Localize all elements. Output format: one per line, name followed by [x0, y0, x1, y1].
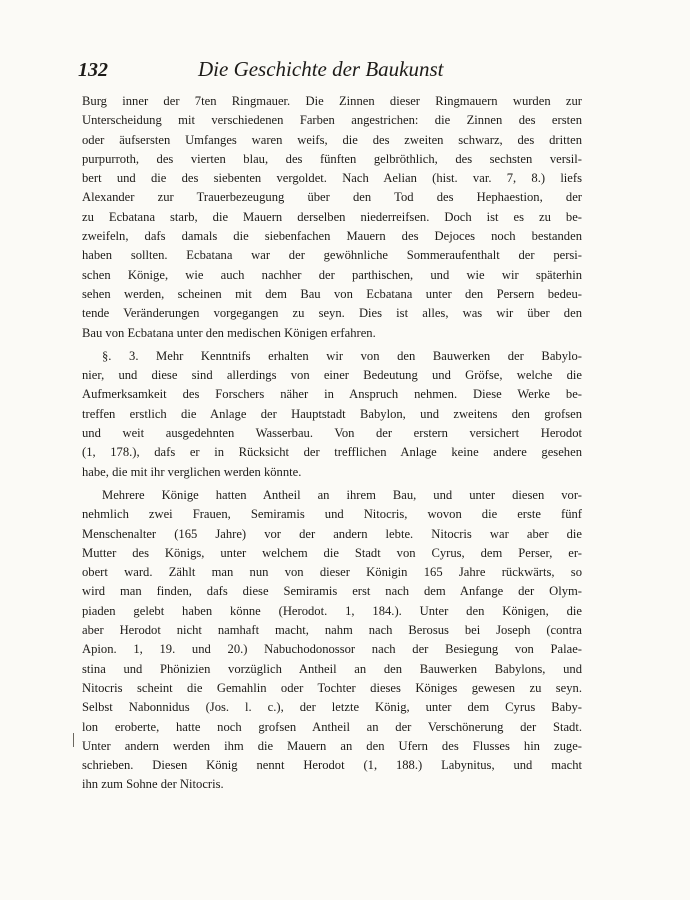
- text-line: Menschenalter (165 Jahre) vor der andern lebte. Nitocris war aber die: [82, 526, 582, 541]
- body-text: [82, 92, 582, 795]
- text-line: oder äufsersten Umfanges waren weifs, die des zweiten schwarz, des dritten: [82, 132, 582, 147]
- text-line: haben sollten. Ecbatana war der gewöhnliche Sommeraufenthalt der persi-: [82, 248, 582, 263]
- text-line: Mehrere Könige hatten Antheil an ihrem Bau, und unter diesen vor-: [102, 487, 582, 502]
- text-line: habe, die mit ihr verglichen werden könnte.: [82, 464, 302, 479]
- text-line: Bau von Ecbatana unter den medischen Königen erfahren.: [82, 325, 376, 340]
- text-line: stina und Phönizien vorzüglich Antheil an den Bauwerken Babylons, und: [82, 661, 582, 676]
- text-line: Apion. 1, 19. und 20.) Nabuchodonossor nach der Besiegung von Palae-: [82, 642, 582, 657]
- page-header: [78, 57, 603, 87]
- text-line: obert ward. Zählt man nun von dieser Königin 165 Jahre rückwärts, so: [82, 565, 582, 580]
- text-line: Selbst Nabonnidus (Jos. l. c.), der letzte König, unter dem Cyrus Baby-: [82, 700, 582, 715]
- text-line: Burg inner der 7ten Ringmauer. Die Zinnen dieser Ringmauern wurden zur: [82, 94, 582, 108]
- text-line: schen Könige, wie auch nachher der parthischen, und wie wir späterhin: [82, 267, 582, 282]
- text-line: piaden gelebt haben könne (Herodot. 1, 184.). Unter den Königen, die: [82, 603, 582, 618]
- paragraph-section-3: [82, 347, 582, 482]
- text-line: Aufmerksamkeit des Forschers näher in Anspruch nehmen. Diese Werke be-: [82, 387, 582, 402]
- text-line: purpurroth, des vierten blau, des fünften gelbröthlich, des sechsten versil-: [82, 151, 582, 166]
- text-line: bert und die des siebenten vergoldet. Nach Aelian (hist. var. 7, 8.) liefs: [82, 171, 582, 186]
- text-line: Unterscheidung mit verschiedenen Farben angestrichen: die Zinnen des ersten: [82, 113, 582, 128]
- text-line: Unter andern werden ihm die Mauern an den Ufern des Flusses hin zuge-: [82, 738, 582, 753]
- text-line: treffen erstlich die Anlage der Hauptstadt Babylon, und zweitens den grofsen: [82, 406, 582, 421]
- running-title: Die Geschichte der Baukunst: [198, 57, 444, 81]
- text-line: zu Ecbatana starb, die Mauern derselben niederreifsen. Doch ist es zu be-: [82, 209, 582, 224]
- text-line: nier, und diese sind allerdings von einer Bedeutung und Gröfse, welche die: [82, 368, 582, 383]
- text-line: sehen werden, scheinen mit dem Bau von Ecbatana unter den Persern bedeu-: [82, 286, 582, 301]
- text-line: ihn zum Sohne der Nitocris.: [82, 777, 224, 792]
- text-line: §. 3. Mehr Kenntnifs erhalten wir von den Bauwerken der Babylo-: [102, 348, 582, 363]
- text-line: lon eroberte, hatte noch grofsen Antheil an der Verschönerung der Stadt.: [82, 719, 582, 734]
- paragraph-koenige: [82, 486, 582, 795]
- text-line: tende Veränderungen vorgegangen zu seyn. Dies ist alles, was wir über den: [82, 306, 582, 321]
- text-line: schrieben. Diesen König nennt Herodot (1, 188.) Labynitus, und macht: [82, 758, 582, 773]
- page-number: 132: [78, 59, 108, 81]
- margin-mark: [73, 733, 74, 747]
- text-line: (1, 178.), dafs er in Rücksicht der trefflichen Anlage keine andere gesehen: [82, 445, 582, 460]
- paragraph-ecbatana: [82, 92, 582, 343]
- text-line: Mutter des Königs, unter welchem die Stadt von Cyrus, dem Perser, er-: [82, 545, 582, 560]
- text-line: und weit ausgedehnten Wasserbau. Von der erstern versichert Herodot: [82, 426, 582, 441]
- text-line: aber Herodot nicht namhaft macht, nahm nach Berosus bei Joseph (contra: [82, 623, 582, 638]
- text-line: zweifeln, dafs damals die siebenfachen Mauern des Dejoces noch bestanden: [82, 229, 582, 244]
- text-line: Nitocris scheint die Gemahlin oder Tochter dieses Königes gewesen zu seyn.: [82, 680, 582, 695]
- text-line: Alexander zur Trauerbezeugung über den Tod des Hephaestion, der: [82, 190, 582, 205]
- text-line: wird man finden, dafs diese Semiramis erst nach dem Anfange der Olym-: [82, 584, 582, 599]
- text-line: nehmlich zwei Frauen, Semiramis und Nitocris, wovon die erste fünf: [82, 507, 582, 522]
